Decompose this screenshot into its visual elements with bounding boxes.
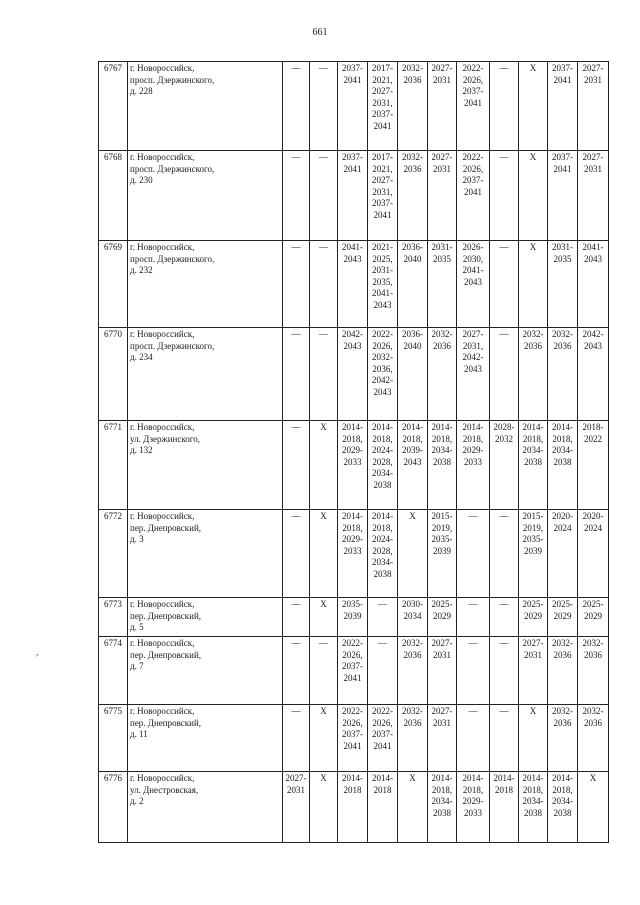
table-row bbox=[99, 421, 609, 510]
period-cell: — bbox=[490, 328, 519, 421]
period-cell: 2037- 2041 bbox=[548, 151, 578, 241]
period-cell: 2014- 2018 bbox=[490, 772, 519, 843]
period-cell: — bbox=[283, 62, 310, 151]
period-cell: 2037- 2041 bbox=[338, 151, 368, 241]
row-number: 6767 bbox=[99, 62, 128, 151]
period-cell: 2027- 2031 bbox=[578, 151, 609, 241]
address-cell: г. Новороссийск, просп. Дзержинского, д. 230 bbox=[128, 151, 283, 241]
address-cell: г. Новороссийск, ул. Днестровская, д. 2 bbox=[128, 772, 283, 843]
row-number: 6775 bbox=[99, 705, 128, 772]
period-cell: 2032- 2036 bbox=[428, 328, 457, 421]
period-cell: Х bbox=[519, 241, 548, 328]
period-cell: Х bbox=[310, 421, 338, 510]
address-cell: г. Новороссийск, ул. Дзержинского, д. 132 bbox=[128, 421, 283, 510]
period-cell: 2025- 2029 bbox=[519, 598, 548, 637]
period-cell: 2025- 2029 bbox=[428, 598, 457, 637]
period-cell: 2025- 2029 bbox=[548, 598, 578, 637]
period-cell: 2014- 2018, 2034- 2038 bbox=[519, 772, 548, 843]
address-cell: г. Новороссийск, пер. Днепровский, д. 3 bbox=[128, 510, 283, 598]
table-row bbox=[99, 705, 609, 772]
period-cell: — bbox=[490, 241, 519, 328]
period-cell: — bbox=[283, 328, 310, 421]
row-number: 6774 bbox=[99, 637, 128, 705]
period-cell: — bbox=[457, 510, 490, 598]
period-cell: — bbox=[490, 510, 519, 598]
period-cell: 2032- 2036 bbox=[548, 637, 578, 705]
period-cell: 2017- 2021, 2027- 2031, 2037- 2041 bbox=[368, 151, 398, 241]
period-cell: 2026- 2030, 2041- 2043 bbox=[457, 241, 490, 328]
period-cell: Х bbox=[310, 705, 338, 772]
table-row bbox=[99, 62, 609, 151]
period-cell: 2027- 2031 bbox=[428, 637, 457, 705]
period-cell: 2035- 2039 bbox=[338, 598, 368, 637]
period-cell: 2030- 2034 bbox=[398, 598, 428, 637]
row-number: 6773 bbox=[99, 598, 128, 637]
period-cell: Х bbox=[310, 772, 338, 843]
period-cell: — bbox=[457, 705, 490, 772]
period-cell: — bbox=[368, 598, 398, 637]
period-cell: — bbox=[490, 151, 519, 241]
address-cell: г. Новороссийск, просп. Дзержинского, д. 232 bbox=[128, 241, 283, 328]
period-cell: 2018- 2022 bbox=[578, 421, 609, 510]
table-row bbox=[99, 510, 609, 598]
period-cell: 2027- 2031 bbox=[428, 62, 457, 151]
period-cell: 2032- 2036 bbox=[548, 328, 578, 421]
period-cell: 2020- 2024 bbox=[548, 510, 578, 598]
period-cell: — bbox=[490, 637, 519, 705]
address-cell: г. Новороссийск, пер. Днепровский, д. 7 bbox=[128, 637, 283, 705]
period-cell: 2014- 2018 bbox=[338, 772, 368, 843]
period-cell: 2014- 2018, 2029- 2033 bbox=[338, 421, 368, 510]
period-cell: — bbox=[310, 62, 338, 151]
period-cell: Х bbox=[398, 510, 428, 598]
period-cell: 2036- 2040 bbox=[398, 241, 428, 328]
period-cell: Х bbox=[519, 62, 548, 151]
period-cell: — bbox=[490, 705, 519, 772]
period-cell: 2022- 2026, 2037- 2041 bbox=[457, 151, 490, 241]
page-number: 661 bbox=[312, 27, 328, 38]
period-cell: Х bbox=[398, 772, 428, 843]
period-cell: 2042- 2043 bbox=[578, 328, 609, 421]
period-cell: Х bbox=[310, 598, 338, 637]
period-cell: 2025- 2029 bbox=[578, 598, 609, 637]
period-cell: 2041- 2043 bbox=[338, 241, 368, 328]
period-cell: 2020- 2024 bbox=[578, 510, 609, 598]
row-number: 6771 bbox=[99, 421, 128, 510]
period-cell: 2015- 2019, 2035- 2039 bbox=[519, 510, 548, 598]
period-cell: — bbox=[283, 241, 310, 328]
period-cell: Х bbox=[519, 705, 548, 772]
period-cell: 2014- 2018, 2029- 2033 bbox=[457, 421, 490, 510]
period-cell: 2032- 2036 bbox=[398, 637, 428, 705]
period-cell: 2041- 2043 bbox=[578, 241, 609, 328]
period-cell: 2027- 2031 bbox=[428, 705, 457, 772]
period-cell: — bbox=[490, 62, 519, 151]
period-cell: Х bbox=[578, 772, 609, 843]
period-cell: 2014- 2018, 2024- 2028, 2034- 2038 bbox=[368, 510, 398, 598]
period-cell: 2022- 2026, 2032- 2036, 2042- 2043 bbox=[368, 328, 398, 421]
table-row bbox=[99, 598, 609, 637]
period-cell: — bbox=[368, 637, 398, 705]
period-cell: 2032- 2036 bbox=[398, 62, 428, 151]
period-cell: — bbox=[310, 151, 338, 241]
period-cell: — bbox=[457, 598, 490, 637]
row-number: 6776 bbox=[99, 772, 128, 843]
row-number: 6772 bbox=[99, 510, 128, 598]
period-cell: — bbox=[310, 328, 338, 421]
period-cell: 2017- 2021, 2027- 2031, 2037- 2041 bbox=[368, 62, 398, 151]
period-cell: 2037- 2041 bbox=[548, 62, 578, 151]
period-cell: 2022- 2026, 2037- 2041 bbox=[338, 637, 368, 705]
period-cell: 2032- 2036 bbox=[578, 637, 609, 705]
table-row bbox=[99, 637, 609, 705]
period-cell: — bbox=[457, 637, 490, 705]
period-cell: — bbox=[283, 598, 310, 637]
period-cell: 2032- 2036 bbox=[398, 705, 428, 772]
period-cell: Х bbox=[519, 151, 548, 241]
period-cell: 2027- 2031 bbox=[283, 772, 310, 843]
period-cell: 2014- 2018, 2034- 2038 bbox=[519, 421, 548, 510]
period-cell: 2015- 2019, 2035- 2039 bbox=[428, 510, 457, 598]
period-cell: 2014- 2018 bbox=[368, 772, 398, 843]
period-cell: — bbox=[283, 510, 310, 598]
row-number: 6770 bbox=[99, 328, 128, 421]
period-cell: 2027- 2031 bbox=[519, 637, 548, 705]
period-cell: 2031- 2035 bbox=[548, 241, 578, 328]
period-cell: Х bbox=[310, 510, 338, 598]
period-cell: 2021- 2025, 2031- 2035, 2041- 2043 bbox=[368, 241, 398, 328]
period-cell: 2036- 2040 bbox=[398, 328, 428, 421]
row-number: 6769 bbox=[99, 241, 128, 328]
period-cell: — bbox=[310, 637, 338, 705]
address-cell: г. Новороссийск, просп. Дзержинского, д. 234 bbox=[128, 328, 283, 421]
period-cell: 2022- 2026, 2037- 2041 bbox=[338, 705, 368, 772]
period-cell: 2037- 2041 bbox=[338, 62, 368, 151]
address-cell: г. Новороссийск, просп. Дзержинского, д. 228 bbox=[128, 62, 283, 151]
period-cell: 2014- 2018, 2024- 2028, 2034- 2038 bbox=[368, 421, 398, 510]
period-cell: 2027- 2031 bbox=[578, 62, 609, 151]
period-cell: 2014- 2018, 2029- 2033 bbox=[457, 772, 490, 843]
period-cell: 2022- 2026, 2037- 2041 bbox=[368, 705, 398, 772]
table-row bbox=[99, 151, 609, 241]
period-cell: — bbox=[490, 598, 519, 637]
period-cell: — bbox=[310, 241, 338, 328]
period-cell: 2042- 2043 bbox=[338, 328, 368, 421]
margin-mark: , bbox=[36, 647, 39, 657]
period-cell: 2032- 2036 bbox=[398, 151, 428, 241]
period-cell: 2014- 2018, 2034- 2038 bbox=[428, 772, 457, 843]
period-cell: 2027- 2031, 2042- 2043 bbox=[457, 328, 490, 421]
period-cell: — bbox=[283, 151, 310, 241]
period-cell: 2014- 2018, 2034- 2038 bbox=[428, 421, 457, 510]
period-cell: 2014- 2018, 2034- 2038 bbox=[548, 772, 578, 843]
table-row bbox=[99, 241, 609, 328]
period-cell: 2014- 2018, 2034- 2038 bbox=[548, 421, 578, 510]
row-number: 6768 bbox=[99, 151, 128, 241]
period-cell: 2028- 2032 bbox=[490, 421, 519, 510]
table-row bbox=[99, 328, 609, 421]
period-cell: 2022- 2026, 2037- 2041 bbox=[457, 62, 490, 151]
period-cell: 2014- 2018, 2029- 2033 bbox=[338, 510, 368, 598]
period-cell: 2027- 2031 bbox=[428, 151, 457, 241]
housing-register-table bbox=[98, 61, 609, 843]
period-cell: — bbox=[283, 705, 310, 772]
period-cell: 2032- 2036 bbox=[578, 705, 609, 772]
period-cell: 2032- 2036 bbox=[548, 705, 578, 772]
address-cell: г. Новороссийск, пер. Днепровский, д. 5 bbox=[128, 598, 283, 637]
period-cell: 2031- 2035 bbox=[428, 241, 457, 328]
table-row bbox=[99, 772, 609, 843]
address-cell: г. Новороссийск, пер. Днепровский, д. 11 bbox=[128, 705, 283, 772]
period-cell: — bbox=[283, 421, 310, 510]
period-cell: — bbox=[283, 637, 310, 705]
period-cell: 2014- 2018, 2039- 2043 bbox=[398, 421, 428, 510]
period-cell: 2032- 2036 bbox=[519, 328, 548, 421]
